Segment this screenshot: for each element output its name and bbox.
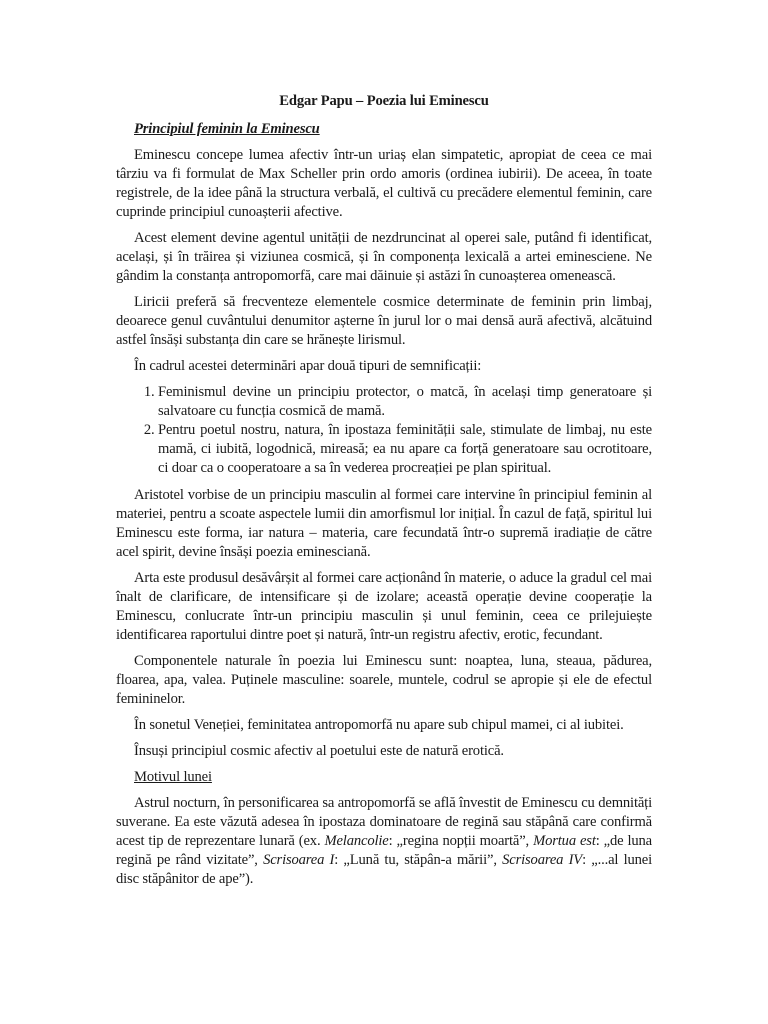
paragraph-6: Arta este produsul desăvârșit al formei care acționând în materie, o aduce la gradul cel mai înalt de clarificare, de intensificare și de izolare; această operație devine cooperație la Eminescu, conlucrate într-un principiu masculin și unul feminin, ceea ce prilejuiește identificarea raportului dintre poet și natură, într-un registru afectiv, erotic, fecundant. <box>116 570 652 643</box>
paragraph-4: În cadrul acestei determinări apar două tipuri de semnificații: <box>134 358 482 374</box>
paragraph-2: Acest element devine agentul unității de nezdruncinat al operei sale, putând fi identificat, același, și în trăirea și viziunea cosmică, și în componența lexicală a artei eminesciene. Ne gândim la constanța antropomorfă, care mai dăinuie și astăzi în cunoașterea omenească. <box>116 230 652 284</box>
section-heading-moon-motif: Motivul lunei <box>134 769 212 785</box>
quote-4: : „...al lunei disc stăpânitor de ape”). <box>116 852 653 887</box>
paragraph-5: Aristotel vorbise de un principiu masculin al formei care intervine în principiul feminin al materiei, pentru a scoate aspectele lumii din amorfismul lor inițial. În cazul de față, spiritul lui Eminescu este forma, iar natura – materia, care fecundată într-o supremă iradiație de către acel spirit, devine însăși poezia eminesciană. <box>116 487 652 560</box>
work-title-scrisoarea-iv: Scrisoarea IV <box>502 852 583 868</box>
significations-list <box>116 383 652 478</box>
document-body <box>116 92 652 896</box>
work-title-scrisoarea-i: Scrisoarea I <box>263 852 335 868</box>
quote-3: : „Lună tu, stăpân-a mării”, <box>334 852 503 868</box>
quote-1: : „regina nopții moartă”, <box>388 833 534 849</box>
paragraph-3: Liricii preferă să frecventeze elementele cosmice determinate de feminin prin limbaj, deoarece genul cuvântului denumitor așterne în jurul lor o mai densă aură afectivă, alcătuind astfel însăși substanța din care se hrănește lirismul. <box>116 294 652 348</box>
list-item: 2. Pentru poetul nostru, natura, în ipostaza feminității sale, stimulate de limbaj, nu este mamă, ci iubită, logodnică, mireasă; ea nu apare ca forță generatoare sau ocrotitoare, ci doar ca o cooperatoare a sa în vederea procreației pe plan spiritual. <box>158 421 652 478</box>
work-title-melancolie: Melancolie <box>324 833 389 849</box>
paragraph-10 <box>116 794 652 889</box>
document-title: Edgar Papu – Poezia lui Eminescu <box>279 93 489 109</box>
paragraph-9: Însuși principiul cosmic afectiv al poetului este de natură erotică. <box>134 743 504 759</box>
paragraph-1: Eminescu concepe lumea afectiv într-un uriaș elan simpatetic, apropiat de ceea ce mai târziu va fi formulat de Max Scheller prin ordo amoris (ordinea iubirii). De aceea, în toate registrele, de la idee până la structura verbală, el cultivă cu precădere elementul feminin, care cuprinde principiul cunoașterii afective. <box>116 147 652 220</box>
list-item: 1. Feminismul devine un principiu protector, o matcă, în același timp generatoare și salvatoare cu funcția cosmică de mamă. <box>158 383 652 421</box>
paragraph-10-lead: Astrul nocturn, în personificarea sa antropomorfă se află învestit de Eminescu cu demnități suverane. Ea este văzută adesea în ipostaza dominatoare de regină sau stăpână care confirmă acest tip de reprezentare lunară (ex. <box>116 795 652 849</box>
paragraph-7: Componentele naturale în poezia lui Eminescu sunt: noaptea, luna, steaua, pădurea, floarea, apa, valea. Puținele masculine: soarele, muntele, codrul se apropie și ele de efectul femininelor. <box>116 653 652 707</box>
work-title-mortua-est: Mortua est <box>533 833 596 849</box>
paragraph-8: În sonetul Veneției, feminitatea antropomorfă nu apare sub chipul mamei, ci al iubitei. <box>134 717 624 733</box>
section-heading-feminine-principle: Principiul feminin la Eminescu <box>134 121 320 137</box>
quote-2: : „de luna regină pe rând vizitate”, <box>116 833 652 868</box>
